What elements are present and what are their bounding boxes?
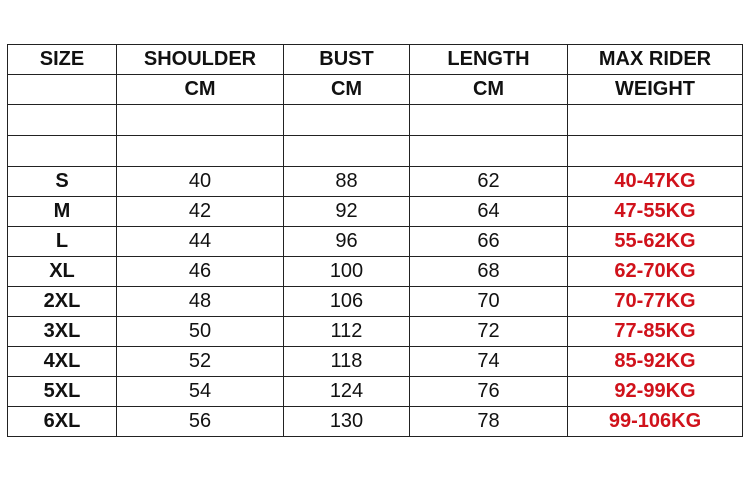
length-cell: 62 [410,167,568,197]
shoulder-cell: 50 [117,317,284,347]
max-weight-cell: 77-85KG [568,317,743,347]
length-cell: 78 [410,407,568,437]
max-weight-cell: 55-62KG [568,227,743,257]
blank-cell [410,105,568,136]
size-cell: 6XL [8,407,117,437]
length-cell: 68 [410,257,568,287]
shoulder-cell: 56 [117,407,284,437]
table-row [8,197,743,227]
max-weight-cell: 99-106KG [568,407,743,437]
blank-row [8,105,743,136]
blank-cell [568,136,743,167]
header-length-unit: CM [410,75,568,105]
header-row-2 [8,75,743,105]
length-cell: 76 [410,377,568,407]
table-row [8,347,743,377]
shoulder-cell: 54 [117,377,284,407]
table-row [8,407,743,437]
max-weight-cell: 70-77KG [568,287,743,317]
max-weight-cell: 47-55KG [568,197,743,227]
header-size: SIZE [8,45,117,75]
length-cell: 74 [410,347,568,377]
header-shoulder-unit: CM [117,75,284,105]
header-max-rider-unit: WEIGHT [568,75,743,105]
max-weight-cell: 92-99KG [568,377,743,407]
size-cell: 4XL [8,347,117,377]
size-chart-table [7,44,743,437]
header-length: LENGTH [410,45,568,75]
table-row [8,257,743,287]
header-row-1 [8,45,743,75]
size-cell: 2XL [8,287,117,317]
bust-cell: 92 [284,197,410,227]
size-cell: M [8,197,117,227]
shoulder-cell: 42 [117,197,284,227]
bust-cell: 112 [284,317,410,347]
table-row [8,287,743,317]
blank-row [8,136,743,167]
header-shoulder: SHOULDER [117,45,284,75]
bust-cell: 100 [284,257,410,287]
max-weight-cell: 40-47KG [568,167,743,197]
length-cell: 72 [410,317,568,347]
max-weight-cell: 62-70KG [568,257,743,287]
table-row [8,377,743,407]
table-row [8,227,743,257]
header-bust-unit: CM [284,75,410,105]
bust-cell: 124 [284,377,410,407]
table-row [8,167,743,197]
size-cell: S [8,167,117,197]
header-max-rider: MAX RIDER [568,45,743,75]
size-cell: 3XL [8,317,117,347]
bust-cell: 96 [284,227,410,257]
blank-cell [8,136,117,167]
size-cell: XL [8,257,117,287]
bust-cell: 118 [284,347,410,377]
length-cell: 66 [410,227,568,257]
blank-cell [284,105,410,136]
shoulder-cell: 44 [117,227,284,257]
blank-cell [8,105,117,136]
shoulder-cell: 40 [117,167,284,197]
header-bust: BUST [284,45,410,75]
shoulder-cell: 52 [117,347,284,377]
blank-cell [410,136,568,167]
header-size-unit [8,75,117,105]
blank-cell [284,136,410,167]
size-cell: 5XL [8,377,117,407]
length-cell: 64 [410,197,568,227]
bust-cell: 88 [284,167,410,197]
bust-cell: 106 [284,287,410,317]
table-row [8,317,743,347]
shoulder-cell: 46 [117,257,284,287]
blank-cell [117,136,284,167]
blank-cell [117,105,284,136]
bust-cell: 130 [284,407,410,437]
size-cell: L [8,227,117,257]
length-cell: 70 [410,287,568,317]
max-weight-cell: 85-92KG [568,347,743,377]
shoulder-cell: 48 [117,287,284,317]
blank-cell [568,105,743,136]
